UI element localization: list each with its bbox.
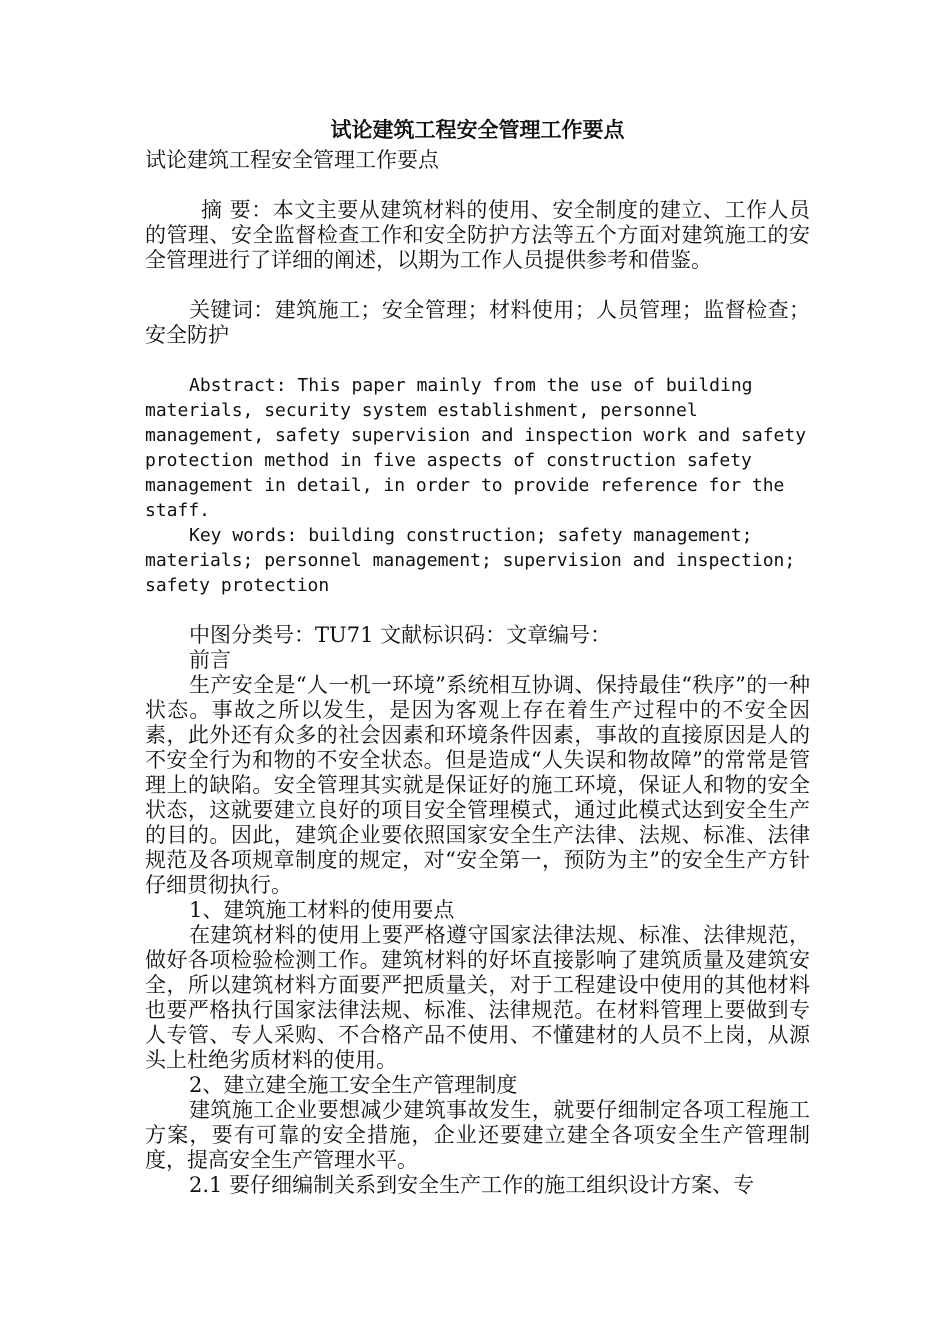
section-2-heading: 2、建立建全施工安全生产管理制度 [189, 1073, 518, 1097]
keywords-zh: 关键词：建筑施工；安全管理；材料使用；人员管理；监督检查；安全防护 [145, 298, 810, 347]
preface-heading: 前言 [189, 648, 231, 672]
classification-line: 中图分类号：TU71 文献标识码：文章编号： [189, 623, 612, 647]
abstract-zh: 摘 要：本文主要从建筑材料的使用、安全制度的建立、工作人员的管理、安全监督检查工作和安全防护方法等五个方面对建筑施工的安全管理进行了详细的阐述，以期为工作人员提供参考和借鉴。 [145, 198, 810, 272]
section-1-heading: 1、建筑施工材料的使用要点 [189, 898, 455, 922]
document-page [145, 118, 810, 1198]
section-2-1-text: 2.1 要仔细编制关系到安全生产工作的施工组织设计方案、专 [189, 1173, 755, 1197]
preface-body: 生产安全是“人一机一环境”系统相互协调、保持最佳“秩序”的一种状态。事故之所以发生，是因为客观上存在着生产过程中的不安全因素，此外还有众多的社会因素和环境条件因素，事故的直接原因是人的不安全行为和物的不安全状态。但是造成“人失误和物故障”的常常是管理上的缺陷。安全管理其实就是保证好的施工环境，保证人和物的安全状态，这就要建立良好的项目安全管理模式，通过此模式达到安全生产的目的。因此，建筑企业要依照国家安全生产法律、法规、标准、法律规范及各项规章制度的规定，对“安全第一，预防为主”的安全生产方针仔细贯彻执行。 [145, 673, 810, 897]
keywords-en: Key words: building construction; safety management; materials; personnel management; supervision and inspection; safety protection [145, 525, 796, 596]
abstract-en: Abstract: This paper mainly from the use of building materials, security system establishment, personnel management, safety supervision and inspection work and safety protection method in five aspects of construction safety management in detail, in order to provide reference for the staff. [145, 375, 807, 521]
document-subtitle: 试论建筑工程安全管理工作要点 [145, 148, 439, 172]
document-title: 试论建筑工程安全管理工作要点 [330, 118, 625, 142]
section-2-body: 建筑施工企业要想减少建筑事故发生，就要仔细制定各项工程施工方案，要有可靠的安全措施，企业还要建立建全各项安全生产管理制度，提高安全生产管理水平。 [145, 1098, 810, 1172]
section-1-body: 在建筑材料的使用上要严格遵守国家法律法规、标准、法律规范，做好各项检验检测工作。建筑材料的好坏直接影响了建筑质量及建筑安全，所以建筑材料方面要严把质量关，对于工程建设中使用的其他材料也要严格执行国家法律法规、标准、法律规范。在材料管理上要做到专人专管、专人采购、不合格产品不使用、不懂建材的人员不上岗，从源头上杜绝劣质材料的使用。 [145, 923, 810, 1072]
